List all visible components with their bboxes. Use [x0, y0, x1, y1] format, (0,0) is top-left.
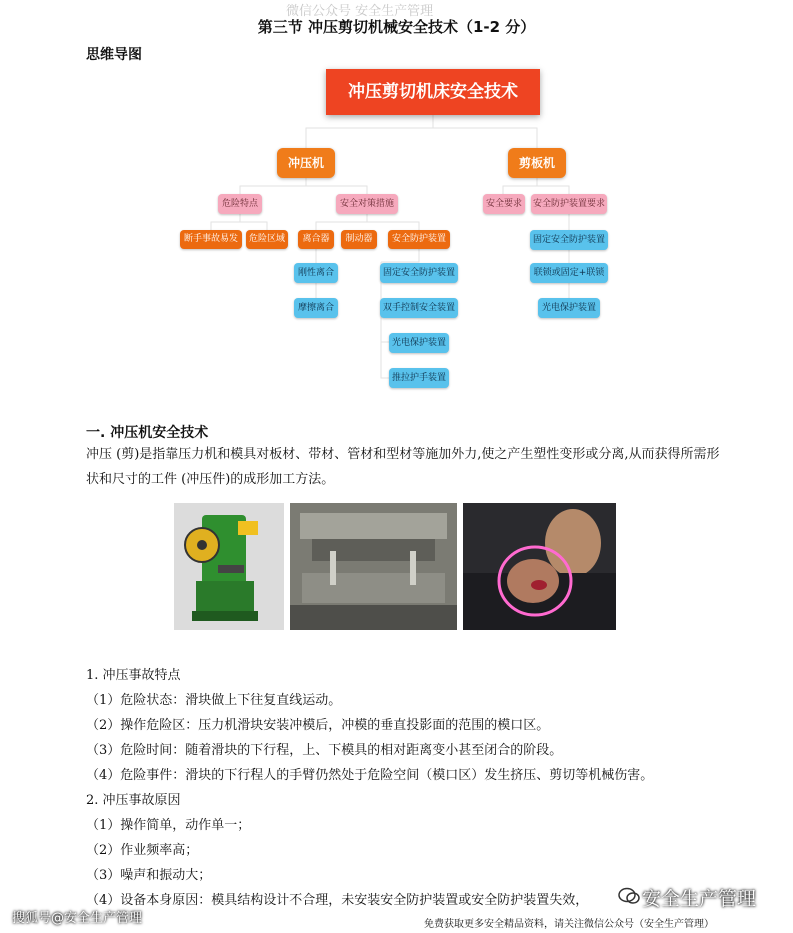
mindmap-node-push-pull: 推拉护手装置 — [389, 368, 449, 388]
text-line-4: （3）危险时间：随着滑块的下行程，上、下模具的相对距离变小甚至闭合的阶段。 — [86, 743, 563, 758]
brand-watermark: 安全生产管理 — [642, 888, 757, 910]
text-line-3: （2）操作危险区：压力机滑块安装冲模后，冲模的垂直投影面的范围的模口区。 — [86, 718, 550, 733]
mindmap-category-press: 冲压机 — [277, 148, 335, 178]
wechat-icon — [618, 886, 640, 906]
text-line-5: （4）危险事件：滑块的下行程人的手臂仍然处于危险空间（模口区）发生挤压、剪切等机械伤害。 — [86, 768, 654, 783]
mindmap-node-danger-zone: 危险区域 — [246, 230, 288, 249]
footer-note: 免费获取更多安全精品资料，请关注微信公众号（安全生产管理） — [424, 919, 714, 930]
mindmap-node-friction-clutch: 摩擦离合 — [294, 298, 338, 318]
intro-paragraph: 冲压 (剪)是指靠压力机和模具对板材、带材、管材和型材等施加外力,使之产生塑性变形或分离,从而获得所需形状和尺寸的工件 (冲压件)的成形加工方法。 — [86, 447, 720, 487]
mindmap-node-shear-fixed: 固定安全防护装置 — [530, 230, 608, 250]
mindmap-node-fixed-guard: 固定安全防护装置 — [380, 263, 458, 283]
stamping-die-photo — [290, 503, 457, 630]
text-line-2: （1）危险状态：滑块做上下往复直线运动。 — [86, 693, 342, 708]
text-line-6: 2. 冲压事故原因 — [86, 793, 181, 808]
section-title: 第三节 冲压剪切机械安全技术（1-2 分） — [257, 18, 536, 36]
mindmap-label: 思维导图 — [86, 47, 142, 63]
mindmap-node-measures: 安全对策措施 — [336, 194, 398, 214]
mindmap-node-finger-accident: 断手事故易发 — [180, 230, 242, 249]
press-machine-photo — [174, 503, 284, 630]
section-heading: 一. 冲压机安全技术 — [86, 425, 209, 441]
mindmap-node-shear-photoelectric: 光电保护装置 — [538, 298, 600, 318]
mindmap-root: 冲压剪切机床安全技术 — [326, 69, 540, 115]
text-line-8: （2）作业频率高； — [86, 843, 199, 858]
mindmap-node-interlock: 联锁或固定+联锁 — [530, 263, 608, 283]
mindmap-category-shear: 剪板机 — [508, 148, 566, 178]
footer-source: 搜狐号@安全生产管理 — [12, 911, 143, 926]
mindmap-node-two-hand-control: 双手控制安全装置 — [380, 298, 458, 318]
mindmap-node-photoelectric: 光电保护装置 — [389, 333, 449, 353]
hand-injury-photo — [463, 503, 616, 630]
mindmap-node-shear-device-req: 安全防护装置要求 — [531, 194, 607, 214]
watermark-text: 微信公众号 安全生产管理 — [286, 4, 434, 19]
mindmap-node-brake: 制动器 — [341, 230, 377, 249]
mindmap-node-danger: 危险特点 — [218, 194, 262, 214]
mindmap-node-clutch: 离合器 — [298, 230, 334, 249]
text-line-7: （1）操作简单，动作单一； — [86, 818, 251, 833]
text-line-10: （4）设备本身原因：模具结构设计不合理，未安装安全防护装置或安全防护装置失效， — [86, 893, 589, 908]
mindmap-node-press-protection: 安全防护装置 — [388, 230, 450, 249]
mindmap-node-requirements: 安全要求 — [483, 194, 525, 214]
mindmap-node-rigid-clutch: 刚性离合 — [294, 263, 338, 283]
text-line-1: 1. 冲压事故特点 — [86, 668, 181, 683]
text-line-9: （3）噪声和振动大； — [86, 868, 212, 883]
